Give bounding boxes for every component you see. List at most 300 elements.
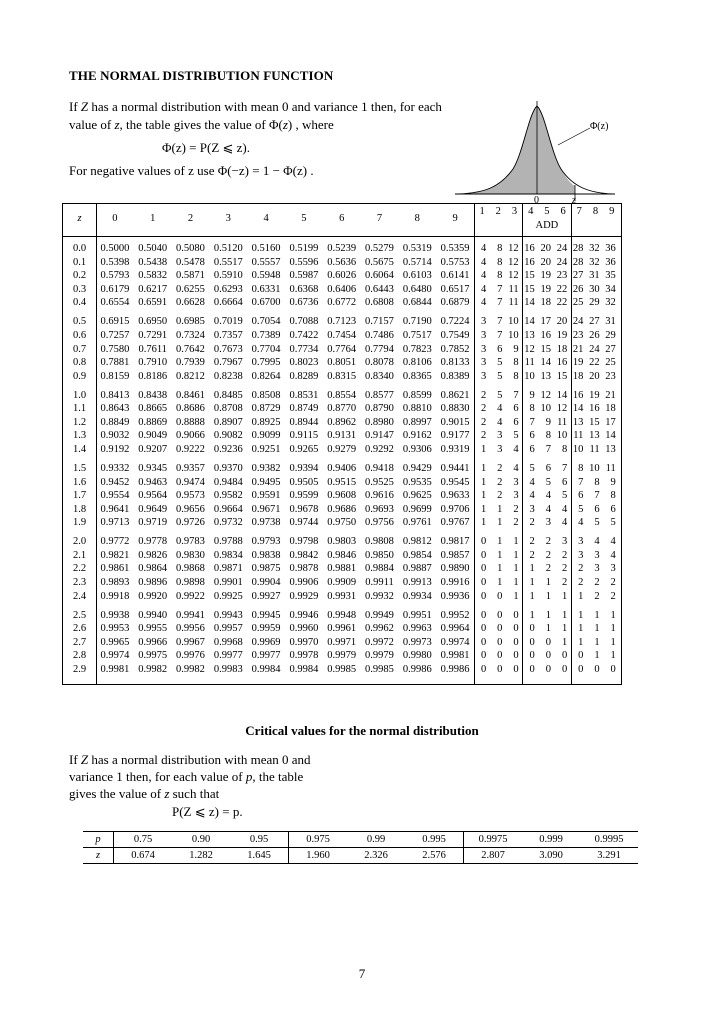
add-value: 16 — [556, 357, 568, 369]
table-value: 0.9808 — [365, 536, 394, 548]
table-value: 0.9975 — [138, 650, 168, 662]
table-value: 0.8159 — [100, 370, 130, 382]
add-value: 9 — [529, 389, 535, 401]
add-value: 1 — [561, 623, 568, 635]
add-value: 29 — [605, 329, 616, 341]
table-value: 0.9418 — [365, 462, 394, 474]
add-value: 0 — [480, 623, 487, 635]
add-value: 2 — [529, 536, 535, 548]
table-value: 0.6664 — [213, 297, 243, 309]
table-value: 0.9131 — [327, 430, 357, 442]
add-value: 26 — [589, 329, 600, 341]
add-value: 13 — [572, 416, 584, 428]
table-value: 0.9693 — [365, 503, 394, 515]
add-value: 5 — [610, 517, 616, 529]
add-value: 31 — [589, 270, 600, 282]
table-value: 0.8212 — [176, 370, 205, 382]
table-value: 0.7422 — [289, 329, 319, 341]
add-value: 3 — [594, 549, 600, 561]
add-value: 0 — [545, 650, 551, 662]
add-value: 5 — [578, 503, 584, 515]
add-value: 0 — [480, 590, 487, 602]
critical-intro: If Z has a normal distribution with mean 0 and variance 1 then, for each value of p, the table gives the value of z such that — [69, 752, 311, 801]
add-value: 2 — [480, 403, 487, 415]
table-value: 0.6217 — [138, 283, 168, 295]
table-value: 0.8289 — [289, 370, 319, 382]
table-value: 0.9985 — [365, 663, 394, 675]
add-value: 8 — [561, 444, 568, 455]
add-value: 5 — [561, 490, 568, 502]
table-value: 0.9706 — [440, 503, 470, 515]
add-value: 8 — [545, 430, 551, 442]
add-value: 13 — [540, 370, 551, 382]
table-value: 0.9982 — [138, 663, 168, 675]
table-value: 0.9963 — [402, 623, 432, 635]
z-value: 2.5 — [72, 609, 87, 621]
z-critical-value: 2.576 — [405, 848, 464, 864]
table-value: 0.9977 — [251, 650, 281, 662]
p-value: 0.99 — [347, 832, 405, 848]
critical-formula: P(Z ⩽ z) = p. — [172, 804, 243, 819]
table-value: 0.8186 — [138, 370, 168, 382]
add-value: 5 — [497, 370, 503, 382]
table-value: 0.9854 — [402, 549, 432, 561]
add-value: 24 — [572, 316, 584, 328]
add-value: 1 — [480, 517, 487, 529]
table-value: 0.8770 — [327, 403, 357, 415]
table-value: 0.9846 — [327, 549, 357, 561]
add-value: 13 — [589, 430, 600, 442]
add-value: 9 — [513, 343, 519, 355]
add-value: 9 — [610, 476, 616, 488]
table-value: 0.6628 — [176, 297, 205, 309]
table-value: 0.8997 — [402, 416, 432, 428]
table-value: 0.9761 — [402, 517, 432, 529]
column-header: 9 — [452, 213, 458, 224]
add-value: 17 — [605, 416, 616, 428]
add-value: 0 — [497, 650, 503, 662]
table-value: 0.8907 — [213, 416, 243, 428]
table-value: 0.9985 — [327, 663, 357, 675]
add-value: 1 — [497, 563, 503, 575]
table-value: 0.9772 — [100, 536, 130, 548]
table-value: 0.7190 — [402, 316, 432, 328]
add-value: 2 — [529, 517, 535, 529]
add-value: 0 — [497, 663, 503, 675]
table-value: 0.5987 — [289, 270, 319, 282]
table-value: 0.5160 — [251, 243, 281, 254]
table-value: 0.9463 — [138, 476, 168, 488]
z-critical-value: 1.645 — [230, 848, 289, 864]
table-value: 0.9868 — [176, 563, 205, 575]
table-value: 0.9554 — [100, 490, 130, 502]
table-value: 0.5517 — [213, 256, 243, 268]
add-value: 0 — [497, 590, 503, 602]
table-value: 0.6915 — [100, 316, 130, 328]
table-value: 0.9452 — [100, 476, 130, 488]
table-value: 0.9332 — [100, 462, 130, 474]
add-value: 3 — [561, 536, 568, 548]
add-value: 1 — [480, 476, 487, 488]
add-value: 2 — [513, 517, 519, 529]
table-value: 0.9957 — [213, 623, 243, 635]
add-value: 2 — [529, 549, 535, 561]
table-value: 0.9982 — [176, 663, 205, 675]
add-value: 10 — [540, 403, 551, 415]
table-value: 0.9945 — [251, 609, 281, 621]
table-value: 0.8133 — [440, 357, 470, 369]
table-value: 0.9936 — [440, 590, 470, 602]
table-value: 0.5675 — [365, 256, 394, 268]
table-value: 0.9370 — [213, 462, 243, 474]
add-value: 3 — [529, 503, 535, 515]
column-header: 8 — [414, 213, 420, 224]
p-value: 0.975 — [289, 832, 348, 848]
table-value: 0.9319 — [440, 444, 470, 455]
table-value: 0.9306 — [402, 444, 432, 455]
add-value: 0 — [513, 663, 519, 675]
z-critical-value: 1.282 — [172, 848, 230, 864]
table-value: 0.9732 — [213, 517, 243, 529]
add-value: 1 — [497, 503, 503, 515]
add-value: 20 — [540, 243, 551, 254]
table-value: 0.9147 — [365, 430, 394, 442]
add-value: 1 — [610, 650, 616, 662]
table-value: 0.8686 — [176, 403, 205, 415]
p-value: 0.995 — [405, 832, 464, 848]
table-value: 0.5557 — [251, 256, 281, 268]
add-value: 20 — [589, 370, 600, 382]
add-value: 18 — [605, 403, 616, 415]
table-value: 0.9978 — [289, 650, 319, 662]
table-value: 0.6026 — [327, 270, 357, 282]
table-value: 0.6844 — [402, 297, 432, 309]
table-value: 0.5832 — [138, 270, 168, 282]
table-value: 0.9608 — [327, 490, 357, 502]
add-value: 1 — [497, 517, 503, 529]
table-value: 0.7967 — [213, 357, 243, 369]
table-value: 0.9625 — [402, 490, 432, 502]
add-value: 2 — [545, 563, 551, 575]
add-value: 1 — [529, 577, 535, 588]
add-value: 2 — [561, 549, 568, 561]
add-value: 18 — [540, 297, 551, 309]
table-value: 0.9952 — [440, 609, 470, 621]
add-value: 8 — [594, 476, 600, 488]
add-value: 27 — [605, 343, 616, 355]
table-value: 0.9726 — [176, 517, 205, 529]
add-value: 0 — [561, 663, 568, 675]
p-value: 0.90 — [172, 832, 230, 848]
table-value: 0.9913 — [402, 577, 432, 588]
add-value: 10 — [524, 370, 535, 382]
table-value: 0.9788 — [213, 536, 243, 548]
table-value: 0.6950 — [138, 316, 168, 328]
add-value: 26 — [572, 283, 584, 295]
table-value: 0.8643 — [100, 403, 130, 415]
add-value: 5 — [497, 389, 503, 401]
add-column-header: 8 — [592, 206, 599, 217]
table-value: 0.5793 — [100, 270, 130, 282]
add-value: 1 — [578, 623, 584, 635]
p-value: 0.9975 — [464, 832, 523, 848]
add-value: 16 — [572, 389, 584, 401]
add-value: 0 — [578, 663, 584, 675]
add-value: 0 — [529, 623, 535, 635]
table-value: 0.9177 — [440, 430, 470, 442]
table-value: 0.7324 — [176, 329, 205, 341]
table-value: 0.7764 — [327, 343, 357, 355]
add-value: 25 — [572, 297, 584, 309]
add-value: 36 — [605, 256, 616, 268]
table-value: 0.8944 — [289, 416, 319, 428]
add-value: 2 — [497, 476, 503, 488]
table-value: 0.6406 — [327, 283, 357, 295]
add-value: 0 — [610, 663, 616, 675]
add-value: 3 — [497, 444, 503, 455]
add-value: 2 — [497, 490, 503, 502]
add-value: 2 — [513, 503, 519, 515]
phi-label: Φ(z) — [590, 121, 609, 132]
table-value: 0.8621 — [440, 389, 470, 401]
table-value: 0.9984 — [251, 663, 281, 675]
add-value: 11 — [573, 430, 584, 442]
header-rule — [63, 236, 621, 237]
table-value: 0.9599 — [289, 490, 319, 502]
column-header: 6 — [339, 213, 345, 224]
add-value: 12 — [508, 243, 519, 254]
add-value: 1 — [578, 590, 584, 602]
table-value: 0.9983 — [213, 663, 243, 675]
table-value: 0.7291 — [138, 329, 168, 341]
table-value: 0.9981 — [440, 650, 470, 662]
add-value: 6 — [578, 490, 584, 502]
table-value: 0.9834 — [213, 549, 243, 561]
z-value: 2.1 — [72, 549, 87, 561]
table-value: 0.6700 — [251, 297, 281, 309]
add-value: 4 — [578, 517, 584, 529]
table-value: 0.6368 — [289, 283, 319, 295]
table-value: 0.9961 — [327, 623, 357, 635]
add-value: 12 — [556, 403, 568, 415]
add-value: 2 — [497, 462, 503, 474]
add-value: 0 — [497, 609, 503, 621]
table-value: 0.6808 — [365, 297, 394, 309]
add-value: 12 — [508, 256, 519, 268]
table-value: 0.7389 — [251, 329, 281, 341]
table-value: 0.7823 — [402, 343, 432, 355]
table-value: 0.9965 — [100, 636, 130, 648]
table-value: 0.7054 — [251, 316, 281, 328]
table-value: 0.9968 — [213, 636, 243, 648]
table-value: 0.9977 — [213, 650, 243, 662]
add-value: 2 — [480, 416, 487, 428]
add-value: 0 — [513, 650, 519, 662]
table-value: 0.7995 — [251, 357, 281, 369]
table-value: 0.8051 — [327, 357, 357, 369]
table-value: 0.9976 — [176, 650, 205, 662]
critical-values-title: Critical values for the normal distribution — [245, 723, 479, 738]
table-value: 0.9956 — [176, 623, 205, 635]
table-value: 0.9664 — [213, 503, 243, 515]
table-value: 0.9871 — [213, 563, 243, 575]
z-value: 1.8 — [72, 503, 87, 515]
table-value: 0.9192 — [100, 444, 130, 455]
normal-curve-diagram — [455, 93, 615, 205]
intro-line-2: value of z, the table gives the value of Φ(z) , where — [69, 117, 334, 132]
add-value: 0 — [497, 623, 503, 635]
add-value: 12 — [540, 389, 551, 401]
table-value: 0.9861 — [100, 563, 130, 575]
add-value: 4 — [610, 536, 616, 548]
add-value: 4 — [497, 416, 503, 428]
add-value: 29 — [589, 297, 600, 309]
add-value: 3 — [480, 343, 487, 355]
add-value: 0 — [480, 577, 487, 588]
add-value: 3 — [497, 430, 503, 442]
z-value: 2.0 — [72, 536, 87, 548]
add-value: 30 — [589, 283, 600, 295]
table-value: 0.9896 — [138, 577, 168, 588]
add-value: 11 — [508, 297, 519, 309]
table-value: 0.9616 — [365, 490, 394, 502]
table-value: 0.9898 — [176, 577, 205, 588]
add-value: 3 — [545, 517, 551, 529]
table-value: 0.6293 — [213, 283, 243, 295]
add-column-header: 7 — [576, 206, 582, 217]
table-value: 0.9948 — [327, 609, 357, 621]
table-value: 0.9545 — [440, 476, 470, 488]
table-value: 0.9713 — [100, 517, 130, 529]
add-value: 3 — [594, 563, 600, 575]
table-value: 0.9082 — [213, 430, 243, 442]
add-value: 6 — [610, 503, 616, 515]
table-value: 0.8485 — [213, 389, 243, 401]
table-value: 0.9909 — [327, 577, 357, 588]
add-value: 1 — [578, 609, 584, 621]
add-value: 7 — [497, 329, 503, 341]
add-value: 14 — [572, 403, 584, 415]
table-value: 0.6985 — [176, 316, 205, 328]
table-value: 0.9881 — [327, 563, 357, 575]
table-value: 0.9750 — [327, 517, 357, 529]
add-value: 15 — [524, 270, 535, 282]
z-value: 0.1 — [72, 256, 87, 268]
table-value: 0.9744 — [289, 517, 319, 529]
add-value: 1 — [497, 549, 503, 561]
table-value: 0.7454 — [327, 329, 357, 341]
table-value: 0.7224 — [440, 316, 470, 328]
add-value: 15 — [556, 370, 568, 382]
table-value: 0.9591 — [251, 490, 281, 502]
add-value: 16 — [524, 243, 535, 254]
table-value: 0.5871 — [176, 270, 205, 282]
table-value: 0.7580 — [100, 343, 130, 355]
table-value: 0.9966 — [138, 636, 168, 648]
table-value: 0.5239 — [327, 243, 357, 254]
table-value: 0.8554 — [327, 389, 357, 401]
add-value: 4 — [480, 283, 487, 295]
add-value: 13 — [605, 444, 616, 455]
table-value: 0.6480 — [402, 283, 432, 295]
add-value: 2 — [610, 590, 616, 602]
phi-definition-formula: Φ(z) = P(Z ⩽ z). — [162, 140, 251, 155]
table-value: 0.7642 — [176, 343, 205, 355]
table-value: 0.8508 — [251, 389, 281, 401]
z-value: 1.7 — [72, 490, 87, 502]
shaded-area — [458, 106, 575, 194]
add-value: 4 — [480, 270, 487, 282]
table-value: 0.8888 — [176, 416, 205, 428]
table-value: 0.6141 — [440, 270, 470, 282]
table-value: 0.7157 — [365, 316, 394, 328]
table-value: 0.7257 — [100, 329, 130, 341]
table-value: 0.9986 — [402, 663, 432, 675]
add-value: 1 — [561, 609, 568, 621]
table-value: 0.9980 — [402, 650, 432, 662]
table-value: 0.8849 — [100, 416, 130, 428]
table-value: 0.9357 — [176, 462, 205, 474]
add-value: 28 — [572, 256, 584, 268]
add-value: 8 — [497, 270, 503, 282]
z-value: 1.4 — [72, 444, 87, 455]
add-value: 4 — [529, 490, 535, 502]
table-value: 0.9974 — [100, 650, 130, 662]
add-value: 25 — [605, 357, 616, 369]
add-value: 5 — [529, 462, 535, 474]
table-value: 0.5319 — [402, 243, 432, 254]
table-value: 0.9931 — [327, 590, 357, 602]
add-value: 1 — [594, 636, 600, 648]
z-value: 0.7 — [72, 343, 87, 355]
add-value: 4 — [561, 517, 568, 529]
table-value: 0.9906 — [289, 577, 319, 588]
table-value: 0.9793 — [251, 536, 281, 548]
column-header: 3 — [225, 213, 231, 224]
table-value: 0.9686 — [327, 503, 357, 515]
intro-paragraph — [69, 98, 489, 134]
column-header: 0 — [112, 213, 118, 224]
add-value: 19 — [556, 329, 568, 341]
add-value: 6 — [545, 462, 551, 474]
add-value: 0 — [513, 609, 519, 621]
add-value: 7 — [497, 297, 503, 309]
add-value: 1 — [480, 462, 487, 474]
table-value: 0.9656 — [176, 503, 205, 515]
table-value: 0.5000 — [100, 243, 130, 254]
table-value: 0.9941 — [176, 609, 205, 621]
table-value: 0.7673 — [213, 343, 243, 355]
add-column-header: 2 — [495, 206, 501, 217]
add-column-header: 6 — [560, 206, 566, 217]
z-value: 0.2 — [72, 270, 87, 282]
add-value: 5 — [545, 476, 551, 488]
z-critical-value: 2.807 — [464, 848, 523, 864]
add-value: 7 — [529, 416, 535, 428]
table-value: 0.9738 — [251, 517, 281, 529]
z-value: 1.9 — [72, 517, 87, 529]
table-value: 0.9671 — [251, 503, 281, 515]
add-value: 15 — [540, 343, 551, 355]
table-value: 0.9893 — [100, 577, 130, 588]
add-value: 1 — [594, 650, 600, 662]
add-value: 2 — [561, 563, 568, 575]
add-value: 0 — [529, 663, 535, 675]
add-value: 18 — [572, 370, 584, 382]
add-value: 21 — [572, 343, 584, 355]
table-value: 0.5120 — [213, 243, 243, 254]
add-value: 7 — [594, 490, 600, 502]
